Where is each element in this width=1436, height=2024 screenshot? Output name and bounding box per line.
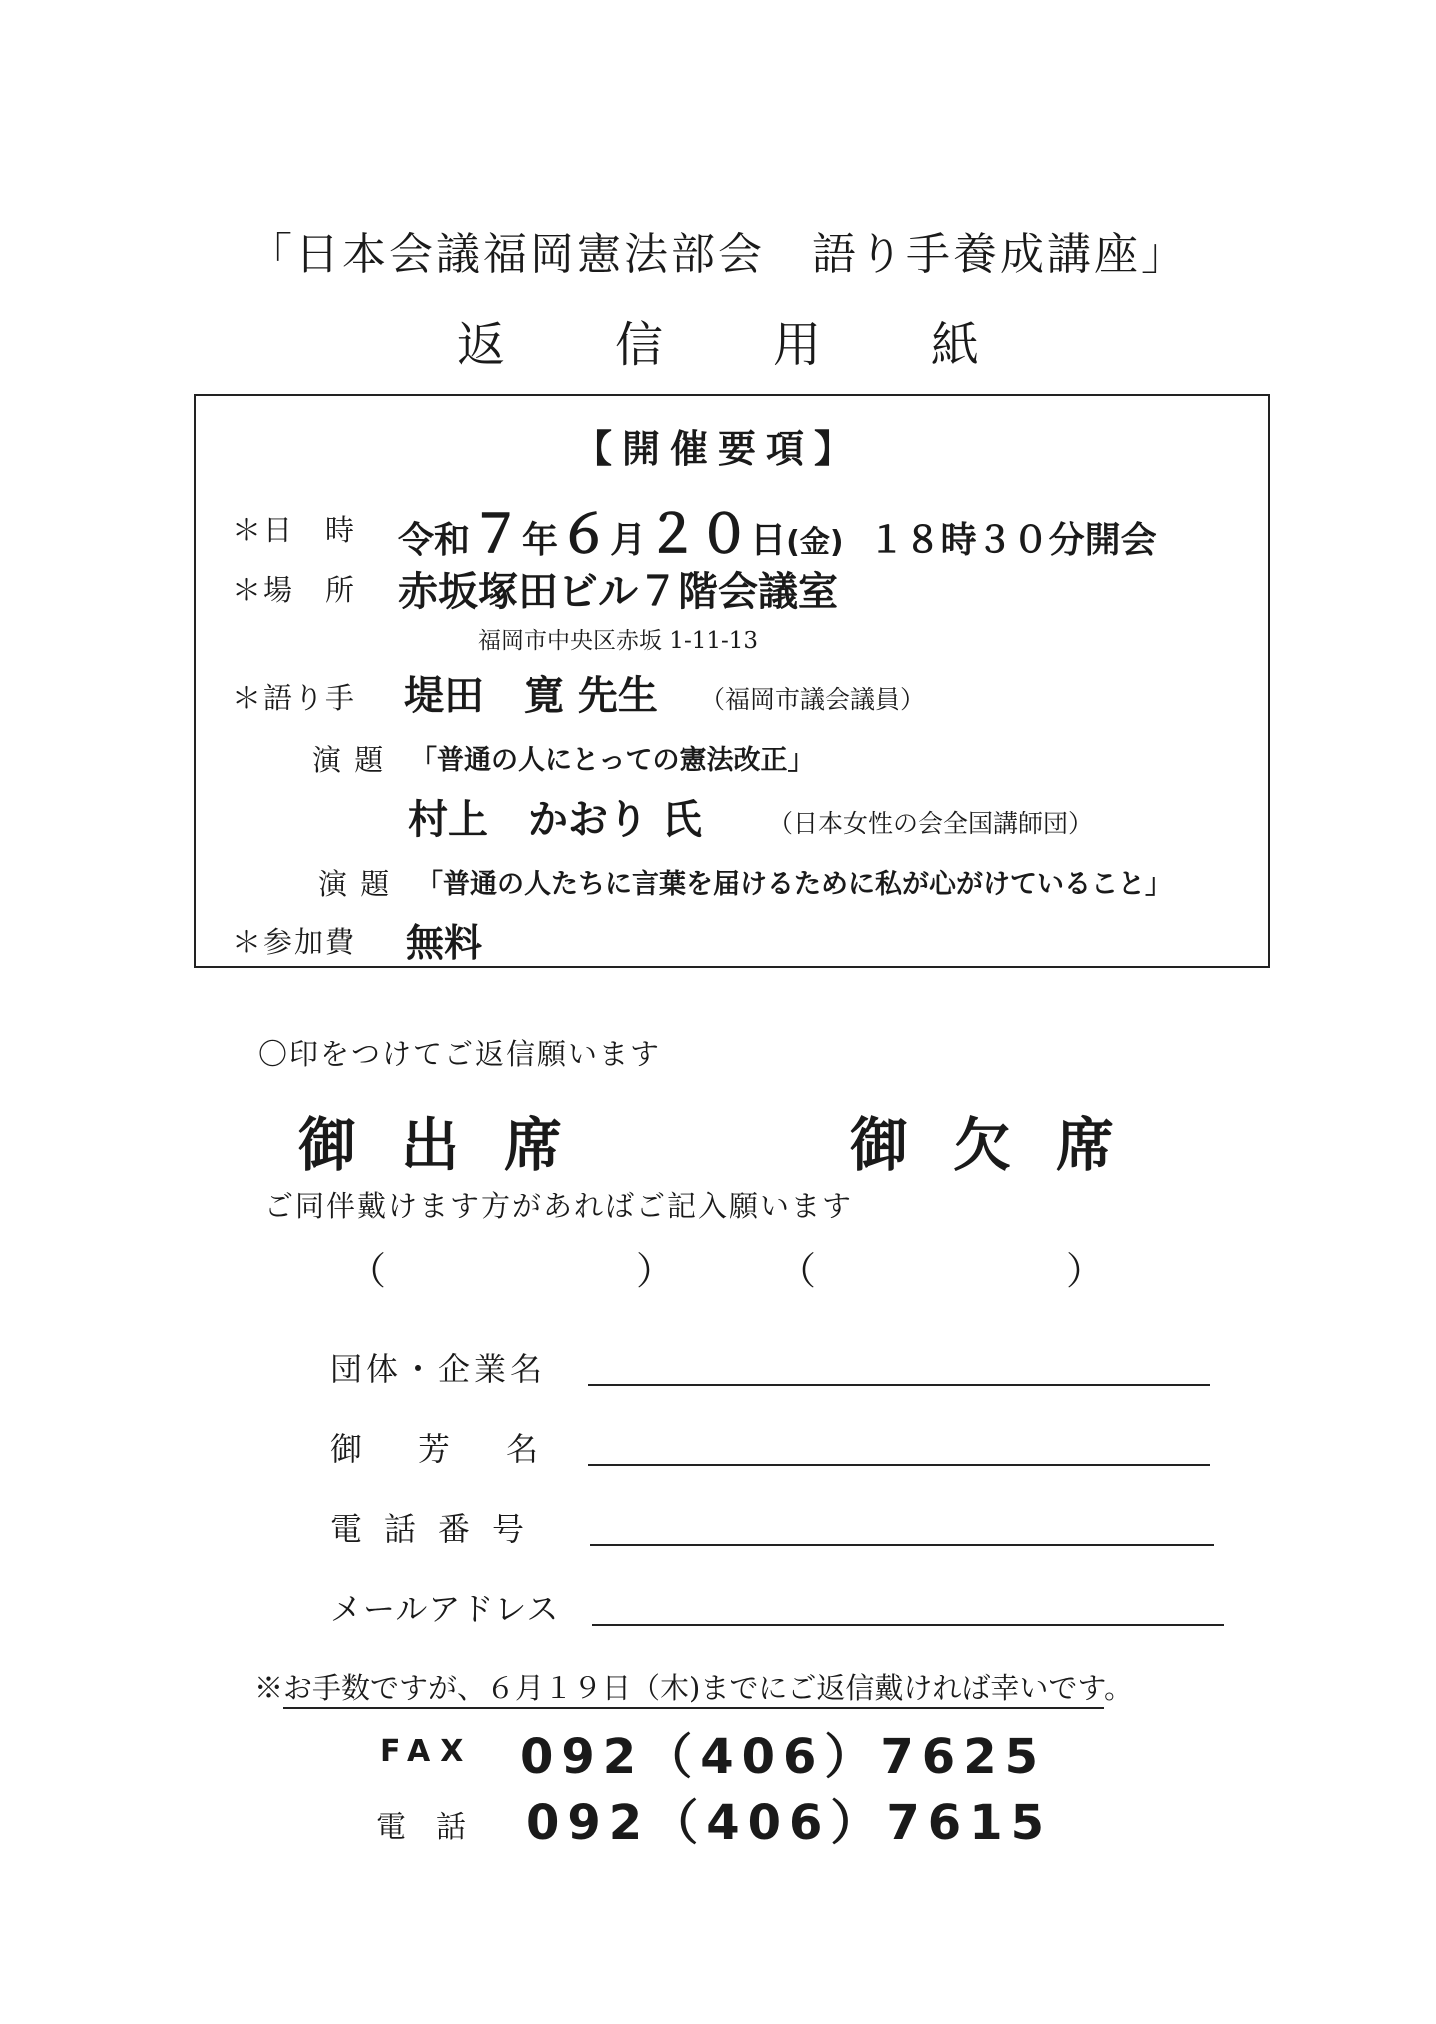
email-address-field[interactable] bbox=[592, 1624, 1224, 1626]
deadline-text: お手数ですが、６月１９日（木)までにご返信戴ければ幸いです bbox=[283, 1671, 1104, 1709]
contact-phone-label: 電話 bbox=[376, 1810, 496, 1845]
fee-label: ＊参加費 bbox=[232, 925, 357, 959]
tel-label-char: 号 bbox=[492, 1510, 529, 1548]
companion-field-1[interactable] bbox=[348, 1240, 674, 1295]
fax-label: FAX bbox=[380, 1734, 474, 1769]
paren-close: ） bbox=[636, 1249, 675, 1293]
tel-label-char: 話 bbox=[384, 1510, 421, 1548]
tel-label-char: 電 bbox=[330, 1510, 367, 1548]
topic1-label: 演 題 bbox=[312, 743, 386, 777]
companion-field-2[interactable] bbox=[778, 1240, 1104, 1295]
date-month: ６ bbox=[558, 505, 611, 565]
email-address-label: メールアドレス bbox=[330, 1590, 560, 1628]
place-name: 赤坂塚田ビル７階会議室 bbox=[398, 569, 838, 615]
attendee-name-label bbox=[330, 1424, 594, 1470]
name-label-char: 名 bbox=[506, 1430, 543, 1468]
attend-char: 出 bbox=[401, 1111, 460, 1179]
date-day-unit: 日 bbox=[750, 520, 787, 561]
paren-open: （ bbox=[348, 1249, 387, 1293]
date-weekday: (金) bbox=[786, 525, 844, 560]
absent-option[interactable] bbox=[850, 1098, 1159, 1182]
absent-char: 御 bbox=[850, 1111, 909, 1179]
phone-number-field[interactable] bbox=[590, 1544, 1214, 1546]
subtitle-char: 紙 bbox=[931, 317, 980, 373]
date-label: ＊日 時 bbox=[232, 513, 357, 547]
paren-close: ） bbox=[1066, 1249, 1105, 1293]
date-era: 令和 bbox=[398, 520, 471, 561]
speaker2-topic: 「普通の人たちに言葉を届けるために私が心がけていること」 bbox=[416, 869, 1172, 900]
fee-value: 無料 bbox=[406, 921, 483, 965]
deadline-period: 。 bbox=[1104, 1671, 1134, 1705]
speaker-label: ＊語り手 bbox=[232, 681, 357, 715]
absent-char: 欠 bbox=[953, 1111, 1012, 1179]
name-label-char: 御 bbox=[330, 1430, 367, 1468]
fax-number: 092（406）7625 bbox=[520, 1729, 1046, 1785]
circle-instruction: 〇印をつけてご返信願います bbox=[258, 1037, 662, 1071]
document-subtitle bbox=[0, 306, 1436, 375]
date-month-unit: 月 bbox=[610, 520, 647, 561]
paren-open: （ bbox=[778, 1249, 817, 1293]
subtitle-char: 返 bbox=[456, 317, 505, 373]
date-value bbox=[398, 492, 1157, 567]
document-title: 「日本会議福岡憲法部会 語り手養成講座」 bbox=[248, 229, 1188, 280]
topic2-label: 演 題 bbox=[318, 867, 392, 901]
absent-char: 席 bbox=[1056, 1111, 1115, 1179]
date-time: １８時３０分開会 bbox=[868, 520, 1157, 561]
speaker1-role: （福岡市議会議員） bbox=[700, 685, 926, 714]
attend-option[interactable] bbox=[298, 1098, 607, 1182]
date-day: ２０ bbox=[646, 505, 751, 565]
tel-label-char: 番 bbox=[438, 1510, 475, 1548]
companion-instruction: ご同伴戴けます方があればご記入願います bbox=[264, 1189, 854, 1223]
deadline-note bbox=[254, 1666, 1133, 1707]
attendee-name-field[interactable] bbox=[588, 1464, 1210, 1466]
name-label-char: 芳 bbox=[418, 1430, 455, 1468]
attend-char: 御 bbox=[298, 1111, 357, 1179]
event-details-heading: 【開催要項】 bbox=[573, 426, 862, 471]
speaker1-topic: 「普通の人にとっての憲法改正」 bbox=[410, 745, 815, 776]
contact-phone-number: 092（406）7615 bbox=[526, 1795, 1052, 1851]
subtitle-char: 用 bbox=[773, 317, 822, 373]
speaker2-name: 村上 かおり 氏 bbox=[408, 797, 702, 843]
date-year-unit: 年 bbox=[522, 520, 559, 561]
subtitle-char: 信 bbox=[614, 317, 663, 373]
date-year: ７ bbox=[470, 505, 523, 565]
org-name-label: 団体・企業名 bbox=[330, 1350, 547, 1388]
speaker1-name: 堤田 寛 先生 bbox=[404, 673, 658, 719]
place-label: ＊場 所 bbox=[232, 573, 357, 607]
place-address: 福岡市中央区赤坂 1-11-13 bbox=[478, 628, 759, 654]
phone-number-label bbox=[330, 1504, 546, 1550]
attend-char: 席 bbox=[504, 1111, 563, 1179]
org-name-field[interactable] bbox=[588, 1384, 1210, 1386]
deadline-mark: ※ bbox=[254, 1671, 284, 1705]
speaker2-role: （日本女性の会全国講師団） bbox=[768, 809, 1094, 838]
